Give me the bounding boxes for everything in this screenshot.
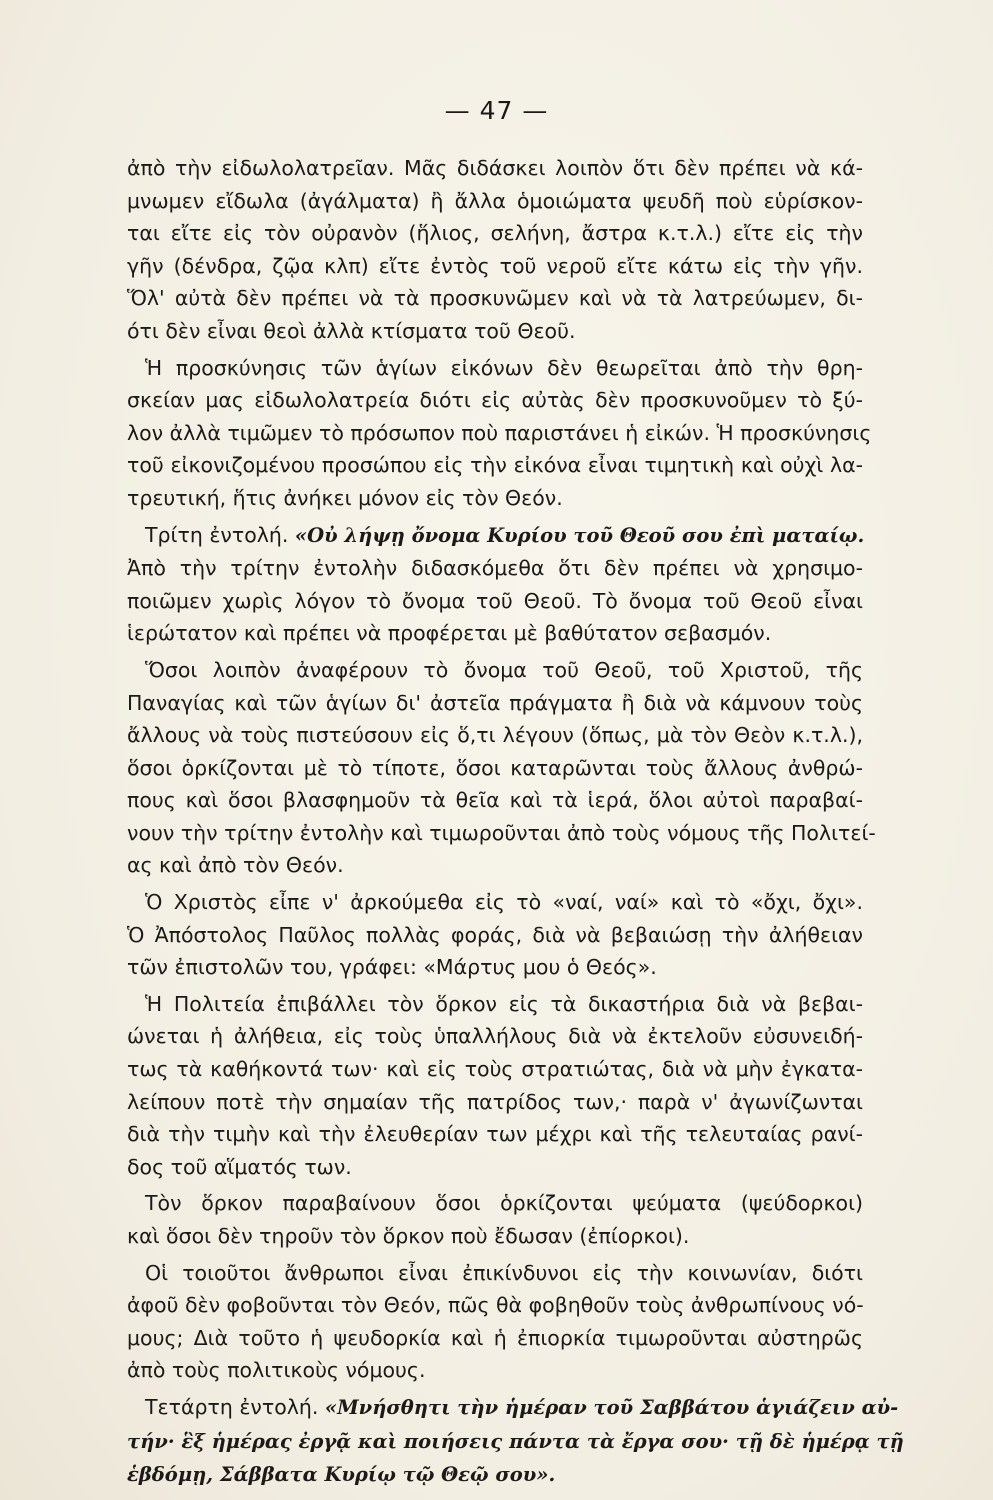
- text-line: [127, 384, 863, 417]
- text-line: [127, 886, 863, 919]
- line-text: διὰ τὴν τιμὴν καὶ τὴν ἐλευθερίαν των μέχρι καὶ τῆς τελευταίας ρανί-: [127, 1122, 863, 1147]
- line-text: ὅσοι ὁρκίζονται μὲ τὸ τίποτε, ὅσοι καταρῶνται τοὺς ἄλλους ἀνθρώ-: [127, 755, 863, 780]
- text-line: [127, 585, 863, 618]
- text-line: [127, 719, 863, 752]
- body-text: [127, 152, 904, 1496]
- text-line: [127, 919, 863, 952]
- paragraph: [127, 352, 872, 515]
- line-text: Ὁ Ἀπόστολος Παῦλος πολλὰς φοράς, διὰ νὰ βεβαιώσῃ τὴν ἀλήθειαν: [127, 922, 863, 947]
- line-text: τῶν ἐπιστολῶν του, γράφει: «Μάρτυς μου ὁ Θεός».: [127, 955, 657, 980]
- commandment-quote: «Μνήσθητι τὴν ἡμέραν τοῦ Σαββάτου ἁγιάζειν αὐ-: [324, 1395, 899, 1419]
- line-text: ται εἴτε εἰς τὸν οὐρανὸν (ἥλιος, σελήνη, ἄστρα κ.τ.λ.) εἴτε εἰς τὴν: [127, 221, 863, 246]
- paragraph: [127, 1391, 904, 1492]
- paragraph: [127, 886, 863, 984]
- text-line: [127, 552, 863, 585]
- text-line: [127, 1425, 904, 1459]
- line-text: τως τὰ καθήκοντά των· καὶ εἰς τοὺς στρατιώτας, διὰ νὰ μὴν ἐγκατα-: [127, 1057, 863, 1082]
- line-text: ποιῶμεν χωρὶς λόγον τὸ ὄνομα τοῦ Θεοῦ. Τὸ ὄνομα τοῦ Θεοῦ εἶναι: [127, 588, 863, 613]
- line-text: Ἀπὸ τὴν τρίτην ἐντολὴν διδασκόμεθα ὅτι δὲν πρέπει νὰ χρησιμο-: [127, 556, 863, 581]
- text-line: [127, 1151, 863, 1184]
- text-line: [127, 315, 863, 348]
- text-line: [127, 1053, 863, 1086]
- paragraph: [127, 654, 876, 882]
- commandment-quote: «Οὐ λήψῃ ὄνομα Κυρίου τοῦ Θεοῦ σου ἐπὶ ματαίῳ.: [294, 523, 865, 547]
- text-line: [127, 784, 863, 817]
- text-line: [127, 617, 863, 650]
- text-line: [127, 152, 863, 185]
- line-text: τοῦ εἰκονιζομένου προσώπου εἰς τὴν εἰκόνα εἶναι τιμητικὴ καὶ οὐχὶ λα-: [127, 453, 863, 478]
- text-line: [127, 1187, 863, 1220]
- text-line: [127, 687, 863, 720]
- commandment-label: Τρίτη ἐντολή.: [145, 522, 295, 547]
- text-line: [127, 1322, 863, 1355]
- text-line: [127, 988, 863, 1021]
- text-line: [127, 449, 863, 482]
- text-line: [127, 1458, 863, 1492]
- text-line: [127, 417, 872, 450]
- text-line: [127, 250, 863, 283]
- line-text: λον ἀλλὰ τιμῶμεν τὸ πρόσωπον ποὺ παριστάνει ἡ εἰκών. Ἡ προσκύνησις: [127, 420, 872, 445]
- line-text: τρευτική, ἥτις ἀνήκει μόνον εἰς τὸν Θεόν.: [127, 485, 563, 510]
- text-line: [127, 282, 863, 315]
- text-line: [127, 849, 863, 882]
- paragraph: [127, 519, 863, 650]
- line-text: μνωμεν εἴδωλα (ἀγάλματα) ἢ ἄλλα ὁμοιώματα ψευδῆ ποὺ εὑρίσκον-: [127, 188, 863, 213]
- line-text: λείπουν ποτὲ τὴν σημαίαν τῆς πατρίδος των,· παρὰ ν' ἀγωνίζωνται: [127, 1089, 863, 1114]
- text-line: [127, 1289, 863, 1322]
- text-line: [127, 1391, 899, 1425]
- line-text: καὶ ὅσοι δὲν τηροῦν τὸν ὅρκον ποὺ ἔδωσαν (ἐπίορκοι).: [127, 1224, 690, 1248]
- text-line: [127, 817, 876, 850]
- line-text: νουν τὴν τρίτην ἐντολὴν καὶ τιμωροῦνται ἀπὸ τοὺς νόμους τῆς Πολιτεί-: [127, 820, 876, 845]
- text-line: [127, 185, 863, 218]
- paragraph: [127, 1257, 863, 1387]
- line-text: Παναγίας καὶ τῶν ἁγίων δι' ἀστεῖα πράγματα ἢ διὰ νὰ κάμνουν τοὺς: [127, 690, 863, 715]
- line-text: ώνεται ἡ ἀλήθεια, εἰς τοὺς ὑπαλλήλους διὰ νὰ ἐκτελοῦν εὐσυνειδή-: [127, 1024, 863, 1049]
- text-line: [127, 752, 863, 785]
- text-line: [127, 1118, 863, 1151]
- line-text: Ἡ Πολιτεία ἐπιβάλλει τὸν ὅρκον εἰς τὰ δικαστήρια διὰ νὰ βεβαι-: [145, 991, 863, 1016]
- line-text: ἀφοῦ δὲν φοβοῦνται τὸν Θεόν, πῶς θὰ φοβηθοῦν τοὺς ἀνθρωπίνους νό-: [127, 1293, 864, 1318]
- paragraph: [127, 988, 863, 1184]
- text-line: [127, 519, 863, 553]
- line-text: σκείαν μας εἰδωλολατρεία διότι εἰς αὐτὰς δὲν προσκυνοῦμεν τὸ ξύ-: [127, 388, 863, 413]
- line-text: Ὅσοι λοιπὸν ἀναφέρουν τὸ ὄνομα τοῦ Θεοῦ, τοῦ Χριστοῦ, τῆς: [145, 657, 863, 682]
- commandment-quote: ἑβδόμῃ, Σάββατα Κυρίῳ τῷ Θεῷ σου».: [127, 1463, 556, 1487]
- line-text: μους; Διὰ τοῦτο ἡ ψευδορκία καὶ ἡ ἐπιορκία τιμωροῦνται αὐστηρῶς: [127, 1325, 863, 1350]
- line-text: Ἡ προσκύνησις τῶν ἁγίων εἰκόνων δὲν θεωρεῖται ἀπὸ τὴν θρη-: [145, 355, 863, 380]
- line-text: Ὅλ' αὐτὰ δὲν πρέπει νὰ τὰ προσκυνῶμεν καὶ νὰ τὰ λατρεύωμεν, δι-: [127, 286, 863, 311]
- commandment-label: Τετάρτη ἐντολή.: [145, 1394, 325, 1419]
- text-line: [127, 1354, 863, 1387]
- line-text: γῆν (δένδρα, ζῷα κλπ) εἴτε ἐντὸς τοῦ νεροῦ εἴτε κάτω εἰς τὴν γῆν.: [127, 253, 863, 278]
- paragraph: [127, 152, 863, 348]
- line-text: ότι δὲν εἶναι θεοὶ ἀλλὰ κτίσματα τοῦ Θεοῦ.: [127, 318, 576, 343]
- line-text: ἱερώτατον καὶ πρέπει νὰ προφέρεται μὲ βαθύτατον σεβασμόν.: [127, 621, 772, 646]
- line-text: δος τοῦ αἵματός των.: [127, 1154, 352, 1179]
- text-line: [127, 217, 863, 250]
- text-line: [127, 1220, 863, 1253]
- text-line: [127, 951, 863, 984]
- page-number: — 47 —: [444, 96, 549, 125]
- line-text: ἀπὸ τοὺς πολιτικοὺς νόμους.: [127, 1358, 426, 1383]
- commandment-quote: τήν· ἓξ ἡμέρας ἐργᾷ καὶ ποιήσεις πάντα τὰ ἔργα σου· τῇ δὲ ἡμέρᾳ τῇ: [127, 1429, 904, 1453]
- line-text: ἀπὸ τὴν εἰδωλολατρεῖαν. Μᾶς διδάσκει λοιπὸν ὅτι δὲν πρέπει νὰ κά-: [127, 156, 863, 180]
- text-line: [127, 482, 863, 515]
- text-line: [127, 1020, 863, 1053]
- line-text: Ὁ Χριστὸς εἶπε ν' ἀρκούμεθα εἰς τὸ «ναί, ναί» καὶ τὸ «ὄχι, ὄχι».: [145, 890, 863, 915]
- line-text: Οἱ τοιοῦτοι ἄνθρωποι εἶναι ἐπικίνδυνοι εἰς τὴν κοινωνίαν, διότι: [145, 1260, 863, 1285]
- line-text: ας καὶ ἀπὸ τὸν Θεόν.: [127, 853, 344, 878]
- line-text: Τὸν ὅρκον παραβαίνουν ὅσοι ὁρκίζονται ψεύματα (ψεύδορκοι): [145, 1191, 863, 1216]
- text-line: [127, 352, 863, 385]
- line-text: ἄλλους νὰ τοὺς πιστεύσουν εἰς ὅ,τι λέγουν (ὅπως, μὰ τὸν Θεὸν κ.τ.λ.),: [127, 723, 863, 748]
- text-line: [127, 654, 863, 687]
- paragraph: [127, 1187, 863, 1252]
- text-line: [127, 1257, 863, 1290]
- text-line: [127, 1086, 863, 1119]
- line-text: πους καὶ ὅσοι βλασφημοῦν τὰ θεῖα καὶ τὰ ἱερά, ὅλοι αὐτοὶ παραβαί-: [127, 788, 863, 813]
